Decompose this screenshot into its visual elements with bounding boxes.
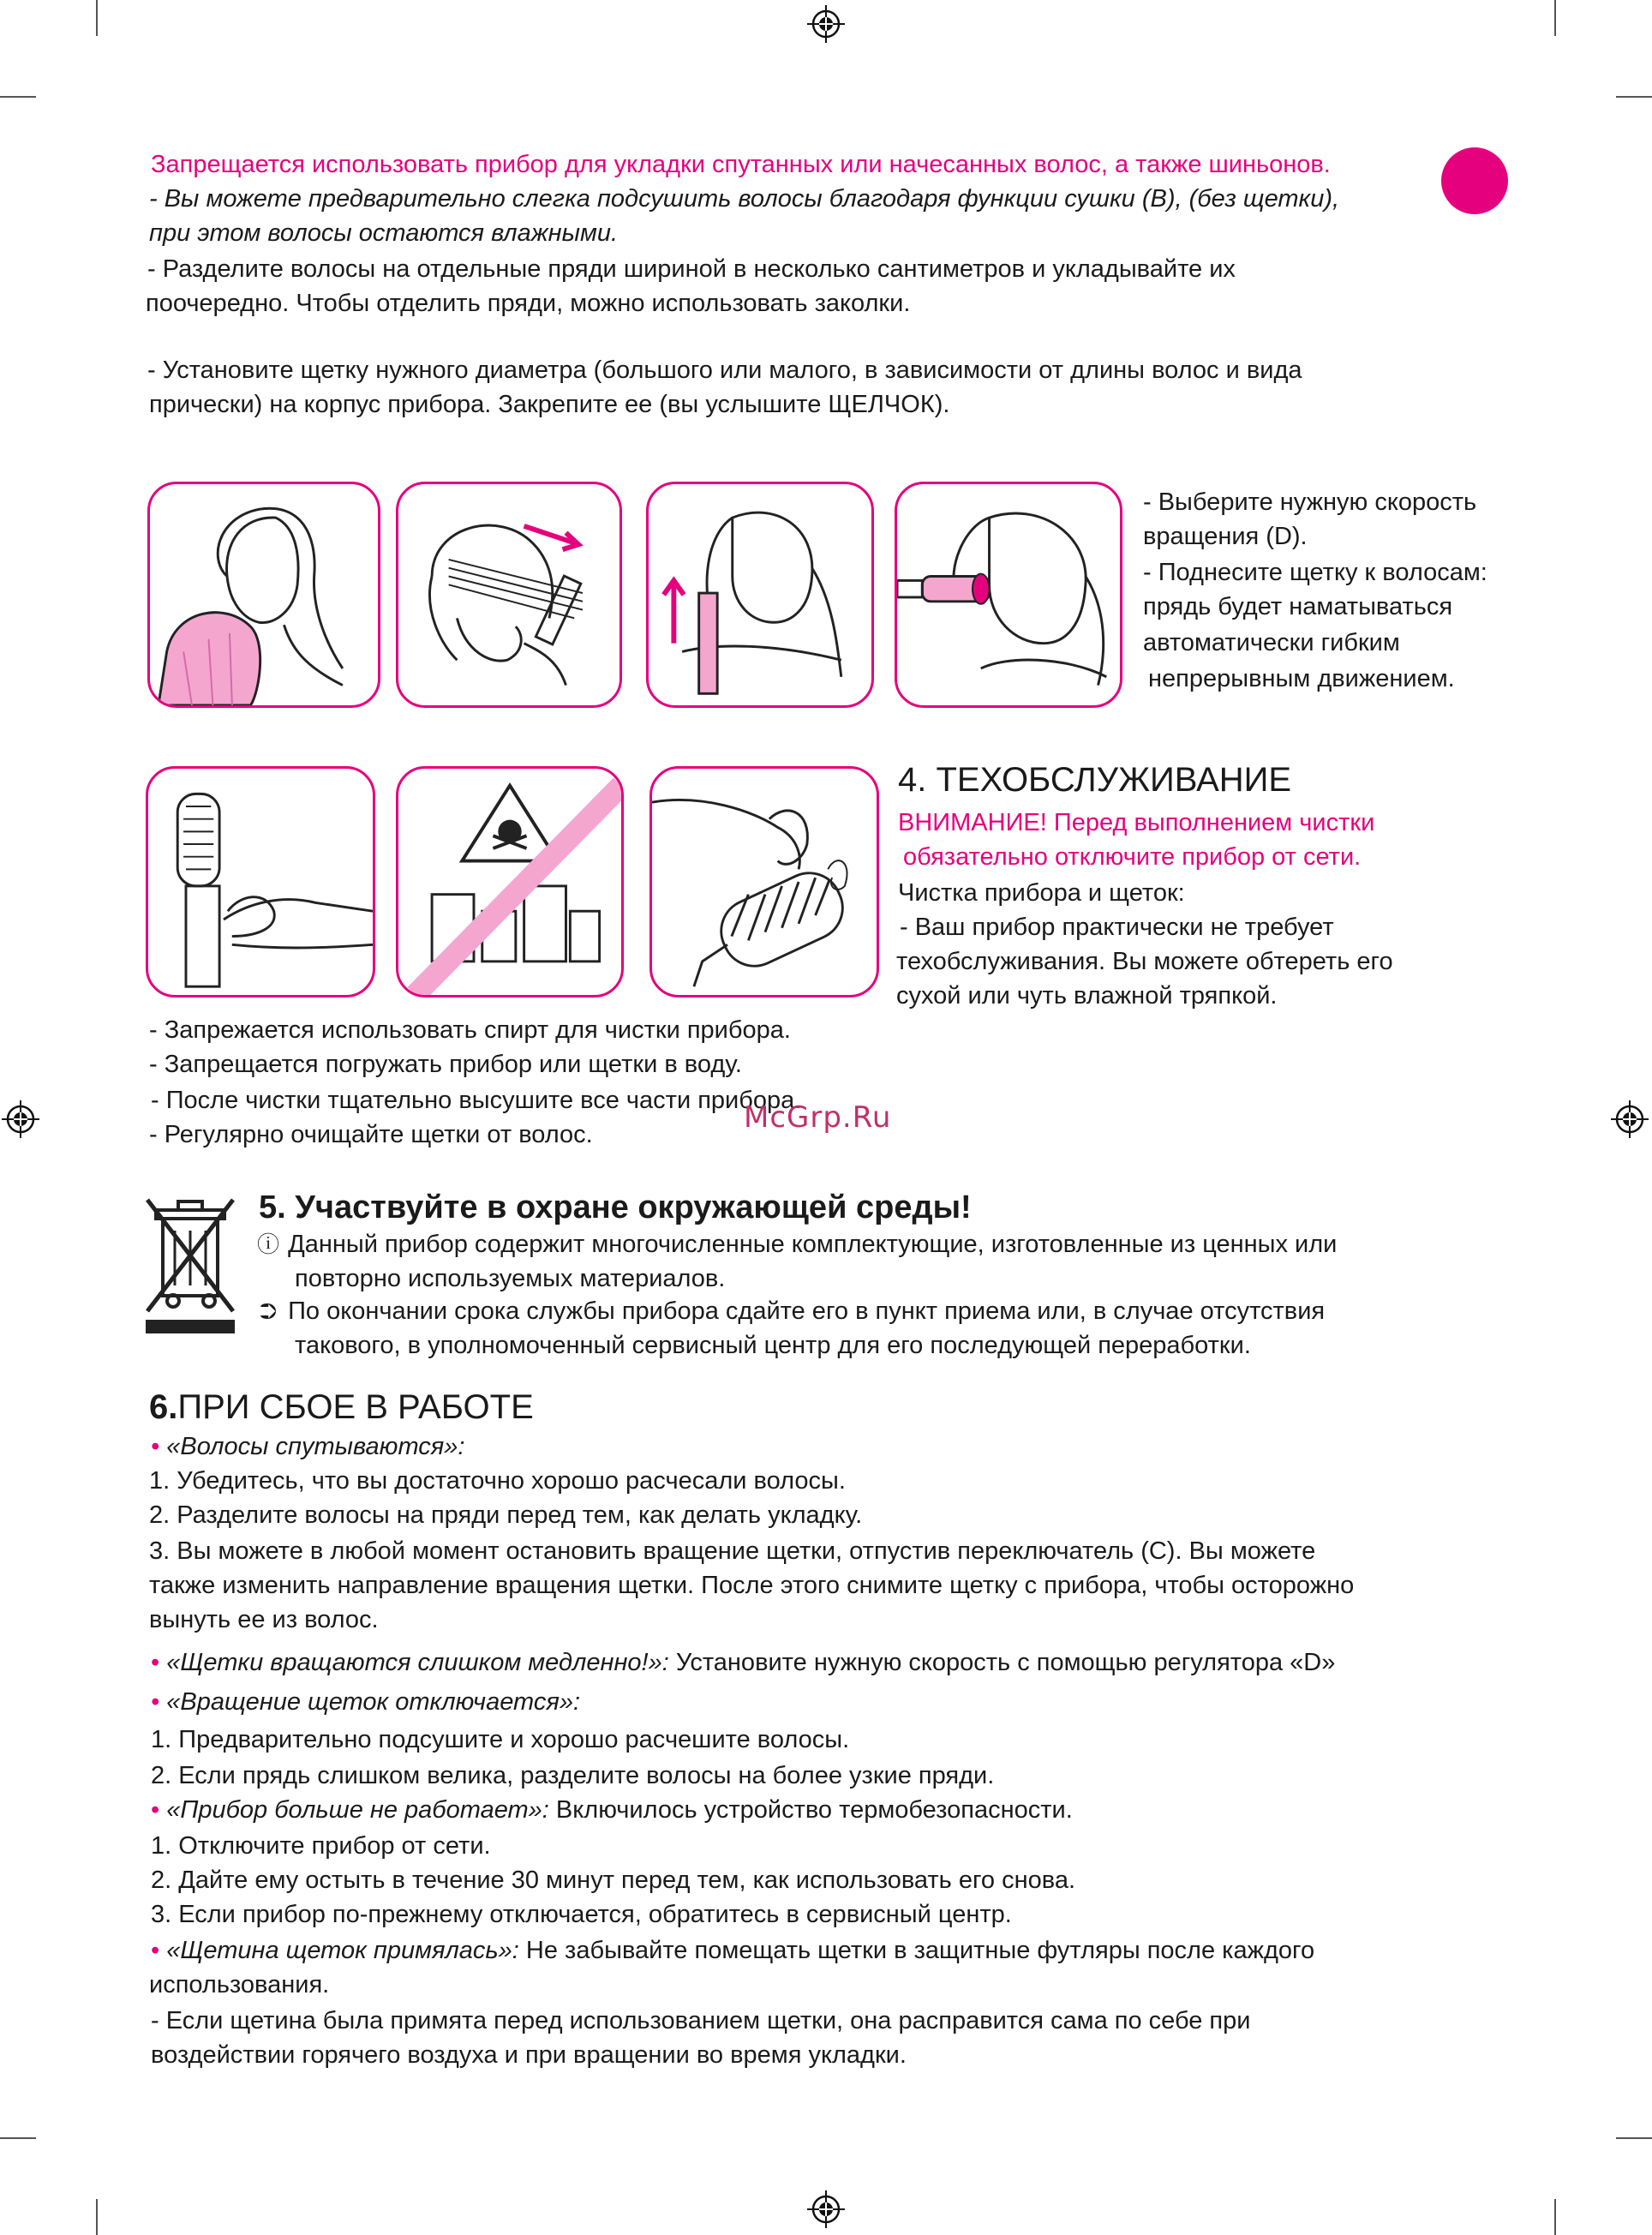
question-3-item: 2. Если прядь слишком велика, разделите волосы на более узкие пряди. bbox=[151, 1762, 995, 1789]
section-5-item-2-line-2: такового, в уполномоченный сервисный центр для его последующей переработки. bbox=[295, 1332, 1251, 1359]
section-4-body-1: - Ваш прибор практически не требует bbox=[900, 914, 1334, 941]
section-marker-dot bbox=[1441, 147, 1508, 214]
section-4-warning-2: обязательно отключите прибор от сети. bbox=[903, 843, 1362, 871]
question-1-item: 2. Разделите волосы на пряди перед тем, как делать укладку. bbox=[149, 1501, 863, 1529]
section-4-list-item: - Регулярно очищайте щетки от волос. bbox=[149, 1121, 593, 1148]
illustration-comb-hair bbox=[396, 482, 622, 708]
split-line-2: поочередно. Чтобы отделить пряди, можно использовать заколки. bbox=[146, 290, 911, 317]
section-4-body-3: сухой или чуть влажной тряпкой. bbox=[896, 982, 1278, 1010]
info-icon: ⓘ bbox=[256, 1231, 279, 1257]
section-5-item-2-text: По окончании срока службы прибора сдайте его в пункт приема или, в случае отсутствия bbox=[288, 1297, 1326, 1325]
illustration-brush-rotate bbox=[895, 482, 1122, 708]
question-3-item: 1. Предварительно подсушите и хорошо расчешите волосы. bbox=[151, 1726, 850, 1753]
question-5-extra-2: воздействии горячего воздуха и при вращении во время укладки. bbox=[151, 2041, 907, 2069]
section-5-item-1-text: Данный прибор содержит многочисленные комплектующие, изготовленные из ценных или bbox=[288, 1231, 1338, 1258]
registration-mark-icon bbox=[2, 1100, 39, 1138]
question-4: • «Прибор больше не работает»: Включилось устройство термобезопасности. bbox=[151, 1796, 1073, 1824]
warning-line: Запрещается использовать прибор для укладки спутанных или начесанных волос, а также шиньонов. bbox=[151, 151, 1331, 178]
registration-mark-icon bbox=[807, 2190, 845, 2228]
section-5-item-2-line-1 bbox=[255, 1294, 1325, 1328]
question-1-item: вынуть ее из волос. bbox=[149, 1606, 379, 1633]
question-2-answer: Установите нужную скорость с помощью регулятора «D» bbox=[668, 1649, 1336, 1676]
arrow-hook-icon: ⮊ bbox=[260, 1298, 277, 1324]
crop-mark bbox=[0, 2137, 36, 2139]
section-4-warning-1: ВНИМАНИЕ! Перед выполнением чистки bbox=[898, 809, 1375, 836]
question-3: • «Вращение щеток отключается»: bbox=[151, 1688, 581, 1716]
question-2-text: «Щетки вращаются слишком медленно!»: bbox=[166, 1649, 669, 1676]
section-5-item-1-line-1 bbox=[255, 1227, 1337, 1261]
crop-mark bbox=[96, 0, 98, 36]
question-5-answer: Не забывайте помещать щетки в защитные футляры после каждого bbox=[518, 1937, 1315, 1964]
brush-line-2: прически) на корпус прибора. Закрепите ее (вы услышите ЩЕЛЧОК). bbox=[149, 391, 950, 418]
question-4-answer: Включилось устройство термобезопасности. bbox=[548, 1796, 1073, 1824]
question-4-text: «Прибор больше не работает»: bbox=[166, 1796, 549, 1824]
crop-mark bbox=[1616, 2137, 1652, 2139]
question-5-line-2: использования. bbox=[149, 1971, 330, 1998]
illustration-wipe-device bbox=[146, 766, 375, 998]
speed-line-2: вращения (D). bbox=[1143, 523, 1308, 550]
crop-mark bbox=[96, 2199, 98, 2235]
question-1-text: «Волосы спутываются»: bbox=[166, 1433, 465, 1460]
question-5: • «Щетина щеток примялась»: Не забывайте помещать щетки в защитные футляры после каждого bbox=[151, 1937, 1315, 1964]
question-1-item: 3. Вы можете в любой момент остановить вращение щетки, отпустив переключатель (C). Вы можете bbox=[149, 1537, 1316, 1565]
crossed-bin-icon bbox=[144, 1196, 236, 1335]
question-3-text: «Вращение щеток отключается»: bbox=[166, 1688, 581, 1716]
illustration-clean-brush bbox=[649, 766, 879, 998]
illustration-towel-dry bbox=[147, 482, 380, 708]
illustration-brush-up bbox=[646, 482, 874, 708]
illustration-no-chemicals bbox=[396, 766, 624, 998]
crop-mark bbox=[1616, 96, 1652, 98]
dry-line-1: - Вы можете предварительно слегка подсушить волосы благодаря функции сушки (B), (без щетки), bbox=[149, 185, 1340, 213]
crop-mark bbox=[1554, 0, 1556, 36]
registration-mark-icon bbox=[807, 5, 845, 43]
question-2: • «Щетки вращаются слишком медленно!»: Установите нужную скорость с помощью регулятора «D» bbox=[151, 1649, 1336, 1676]
question-4-item: 3. Если прибор по-прежнему отключается, обратитесь в сервисный центр. bbox=[151, 1901, 1012, 1928]
section-4-list-item: - После чистки тщательно высушите все части прибора. bbox=[151, 1087, 802, 1114]
question-1-item: 1. Убедитесь, что вы достаточно хорошо расчесали волосы. bbox=[149, 1467, 846, 1495]
section-4-title: 4. ТЕХОБСЛУЖИВАНИЕ bbox=[898, 761, 1292, 799]
question-1-item: также изменить направление вращения щетки. После этого снимите щетку с прибора, чтобы осторожно bbox=[149, 1572, 1355, 1599]
speed-line-1: - Выберите нужную скорость bbox=[1143, 488, 1477, 516]
question-5-text: «Щетина щеток примялась»: bbox=[166, 1937, 519, 1964]
speed-line-5: автоматически гибким bbox=[1143, 629, 1400, 656]
question-1: • «Волосы спутываются»: bbox=[151, 1433, 465, 1460]
speed-line-4: прядь будет наматываться bbox=[1143, 593, 1453, 620]
watermark: McGrp.Ru bbox=[744, 1100, 892, 1135]
question-4-item: 2. Дайте ему остыть в течение 30 минут перед тем, как использовать его снова. bbox=[151, 1866, 1076, 1894]
speed-line-6: непрерывным движением. bbox=[1148, 665, 1455, 692]
section-4-body-2: техобслуживания. Вы можете обтереть его bbox=[896, 948, 1393, 975]
crop-mark bbox=[1554, 2199, 1556, 2235]
question-4-item: 1. Отключите прибор от сети. bbox=[151, 1832, 491, 1860]
section-6-title bbox=[149, 1387, 534, 1428]
question-5-extra-1: - Если щетина была примята перед использованием щетки, она расправится сама по себе при bbox=[151, 2007, 1251, 2034]
registration-mark-icon bbox=[1611, 1100, 1649, 1138]
section-6-title-text: ПРИ СБОЕ В РАБОТЕ bbox=[177, 1388, 534, 1426]
section-6-number: 6. bbox=[149, 1388, 178, 1426]
crop-mark bbox=[0, 96, 36, 98]
split-line-1: - Разделите волосы на отдельные пряди шириной в несколько сантиметров и укладывайте их bbox=[147, 255, 1236, 283]
section-5-item-1-line-2: повторно используемых материалов. bbox=[295, 1265, 726, 1292]
dry-line-2: при этом волосы остаются влажными. bbox=[149, 219, 619, 247]
brush-line-1: - Установите щетку нужного диаметра (большого или малого, в зависимости от длины волос и вида bbox=[147, 357, 1302, 384]
section-4-subtitle: Чистка прибора и щеток: bbox=[898, 879, 1185, 907]
section-4-list-item: - Запрещается погружать прибор или щетки в воду. bbox=[149, 1051, 742, 1078]
speed-line-3: - Поднесите щетку к волосам: bbox=[1143, 559, 1487, 586]
section-5-title: 5. Участвуйте в охране окружающей среды! bbox=[259, 1189, 972, 1225]
section-4-list-item: - Запрежается использовать спирт для чистки прибора. bbox=[149, 1016, 791, 1044]
